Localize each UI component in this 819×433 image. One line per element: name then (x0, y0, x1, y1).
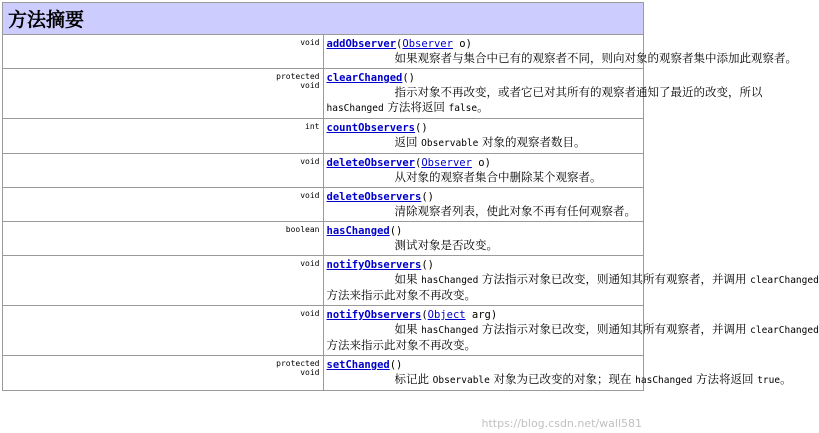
signature-paren: ( (421, 309, 428, 321)
signature-paren: () (402, 72, 416, 84)
description-text: 标记此 (394, 372, 433, 386)
code-term: hasChanged (421, 325, 479, 336)
description-text: 清除观察者列表，使此对象不再有任何观察者。 (394, 204, 636, 218)
code-term: clearChanged (750, 275, 819, 286)
description-text: 指示对象不再改变，或者它已对其所有的观察者通知了最近的改变，所以 (394, 85, 763, 99)
method-signature (327, 121, 644, 135)
method-name-link[interactable]: clearChanged (326, 72, 403, 84)
method-description-line (327, 100, 644, 116)
method-signature (327, 190, 644, 204)
method-name-link[interactable]: deleteObservers (326, 191, 422, 203)
method-modifier (3, 306, 324, 356)
method-detail (323, 222, 644, 256)
method-detail (323, 188, 644, 222)
modifier-keyword: protected (276, 72, 320, 81)
modifier-keyword: void (300, 309, 320, 318)
method-row (3, 306, 644, 356)
modifier-keyword: void (300, 259, 320, 268)
method-detail (323, 154, 644, 188)
method-description-line (327, 338, 644, 353)
description-text: 如果观察者与集合中已有的观察者不同，则向对象的观察者集中添加此观察者。 (394, 51, 797, 65)
signature-paren: () (389, 359, 403, 371)
modifier-keyword: int (305, 122, 320, 131)
method-row (3, 356, 644, 391)
method-signature (327, 71, 644, 85)
method-detail (323, 356, 792, 391)
method-name-link[interactable]: notifyObservers (326, 259, 422, 271)
method-signature (327, 156, 644, 170)
method-description-line (327, 372, 792, 388)
method-row (3, 154, 644, 188)
method-signature (327, 224, 644, 238)
method-description-line (327, 135, 644, 151)
method-row (3, 222, 644, 256)
method-modifier (3, 154, 324, 188)
method-name-link[interactable]: countObservers (326, 122, 416, 134)
watermark: https://blog.csdn.net/wall581 (481, 417, 642, 430)
modifier-keyword: boolean (285, 225, 320, 234)
method-signature (327, 358, 644, 372)
description-text: 。 (477, 100, 489, 114)
param-type-link[interactable]: Object (427, 309, 466, 321)
method-name-link[interactable]: setChanged (326, 359, 390, 371)
method-detail (323, 119, 644, 154)
signature-paren: () (389, 225, 403, 237)
method-signature (327, 258, 644, 272)
method-description-line (327, 51, 797, 66)
method-description-line (327, 272, 819, 288)
method-row (3, 35, 644, 69)
method-description-line (327, 204, 644, 219)
method-modifier (3, 356, 324, 391)
description-text: 如果 (394, 322, 422, 336)
method-description-line (327, 322, 819, 338)
code-term: Observable (432, 375, 490, 386)
method-summary-table (2, 2, 819, 391)
method-summary-title: 方法摘要 (3, 3, 644, 35)
method-signature (327, 37, 644, 51)
signature-paren: () (415, 122, 428, 134)
method-description-line (327, 288, 644, 303)
method-summary-header-row (3, 3, 644, 35)
method-row (3, 188, 644, 222)
code-term: hasChanged (635, 375, 693, 386)
signature-paren: ( (415, 157, 422, 169)
method-modifier (3, 119, 324, 154)
method-modifier (3, 222, 324, 256)
code-term: clearChanged (750, 325, 819, 336)
method-detail (323, 306, 819, 356)
method-description-line (327, 170, 644, 185)
description-text: 。 (780, 372, 792, 386)
method-name-link[interactable]: addObserver (326, 38, 397, 50)
method-name-link[interactable]: hasChanged (326, 225, 390, 237)
modifier-keyword: void (300, 81, 320, 90)
method-signature (327, 308, 644, 322)
code-term: Observable (421, 138, 479, 149)
param-name: arg) (465, 309, 498, 321)
method-row (3, 119, 644, 154)
signature-paren: () (421, 191, 434, 203)
method-name-link[interactable]: deleteObserver (326, 157, 416, 169)
method-row (3, 69, 644, 119)
description-text: 对象为已改变的对象；现在 (489, 372, 636, 386)
code-term: true (757, 375, 781, 386)
param-name: o) (471, 157, 491, 169)
description-text: 方法将返回 (383, 100, 449, 114)
description-text: 方法指示对象已改变，则通知其所有观察者，并调用 (478, 272, 751, 286)
description-text: 测试对象是否改变。 (394, 238, 498, 252)
description-text: 方法来指示此对象不再改变。 (326, 338, 476, 352)
modifier-keyword: protected (276, 359, 320, 368)
code-term: hasChanged (421, 275, 479, 286)
method-modifier (3, 35, 324, 69)
method-modifier (3, 188, 324, 222)
description-text: 对象的观察者数目。 (478, 135, 586, 149)
description-text: 从对象的观察者集合中删除某个观察者。 (394, 170, 602, 184)
code-term: hasChanged (326, 103, 384, 114)
param-name: o) (452, 38, 472, 50)
method-modifier (3, 256, 324, 306)
method-row (3, 256, 644, 306)
modifier-keyword: void (300, 368, 320, 377)
param-type-link[interactable]: Observer (402, 38, 453, 50)
method-detail (323, 69, 763, 119)
method-description-line (327, 85, 763, 100)
method-detail (323, 35, 797, 69)
modifier-keyword: void (300, 157, 320, 166)
signature-paren: () (421, 259, 434, 271)
modifier-keyword: void (300, 38, 320, 47)
description-text: 方法指示对象已改变，则通知其所有观察者，并调用 (478, 322, 751, 336)
signature-paren: ( (396, 38, 403, 50)
modifier-keyword: void (300, 191, 320, 200)
description-text: 如果 (394, 272, 422, 286)
param-type-link[interactable]: Observer (421, 157, 472, 169)
description-text: 返回 (394, 135, 422, 149)
description-text: 方法来指示此对象不再改变。 (326, 288, 476, 302)
description-text: 方法将返回 (692, 372, 758, 386)
method-description-line (327, 238, 644, 253)
method-detail (323, 256, 819, 306)
method-summary-body (3, 3, 819, 391)
method-name-link[interactable]: notifyObservers (326, 309, 422, 321)
code-term: false (448, 103, 478, 114)
method-modifier (3, 69, 324, 119)
